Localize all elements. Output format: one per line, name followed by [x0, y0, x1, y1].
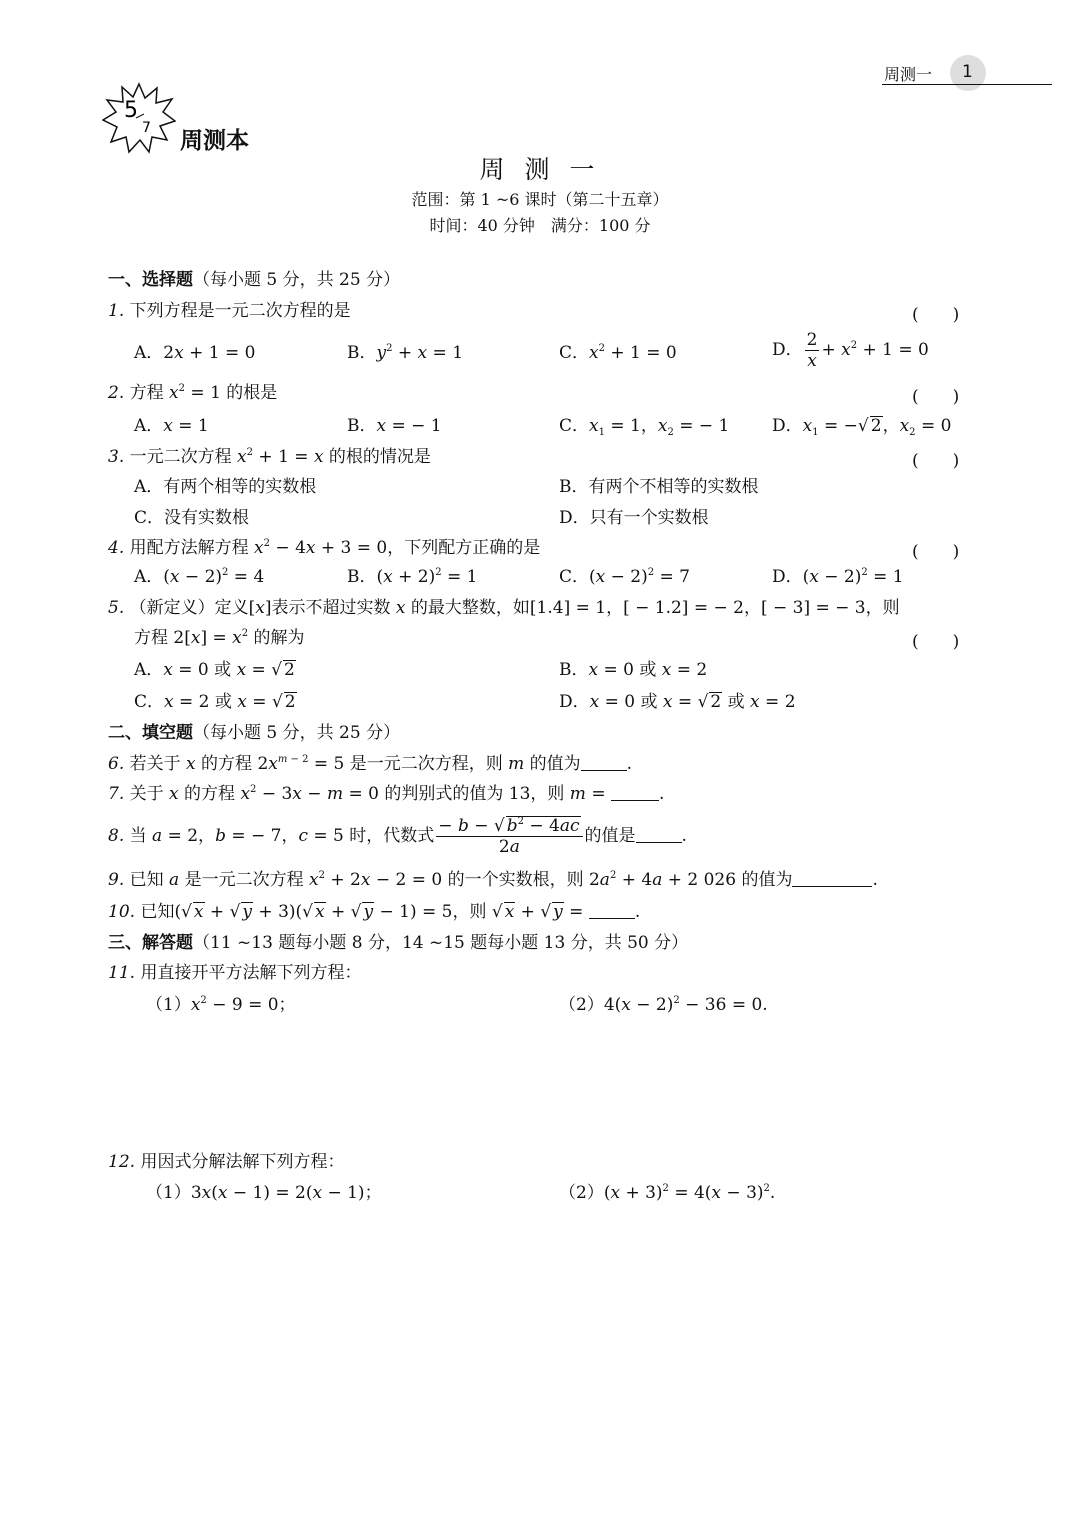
- q4-option-d: D．$(x - 2)^2 = 1$: [772, 567, 904, 587]
- q2-option-a: A．x = 1: [134, 416, 209, 436]
- q1-stem: [108, 300, 351, 322]
- q10-answer-blank[interactable]: [589, 902, 635, 919]
- q1-option-b: B．$y^2 + x = 1$: [347, 343, 464, 363]
- q5-option-b: B．x = 0 或 x = 2: [559, 660, 708, 680]
- q10-number: 10.: [108, 902, 136, 922]
- q7-number: 7.: [108, 784, 125, 804]
- q5-stem-line1: 5. （新定义）定义[x]表示不超过实数 x 的最大整数，如[1.4] = 1，[ − 1.2] = − 2，[ − 3] = − 3，则: [108, 598, 900, 618]
- q12-part1: （1）3x(x − 1) = 2(x − 1)；: [146, 1183, 382, 1203]
- q7-answer-blank[interactable]: [611, 784, 659, 801]
- q11-part1: $(1)x^2 - 9 = 0$；: [146, 995, 296, 1015]
- page-number: 1: [962, 62, 973, 82]
- q6: 6. 若关于 x 的方程 $2x^{m - 2} = 5$ 是一元二次方程，则 m 的值为 .: [108, 754, 633, 774]
- header-rule: [882, 84, 1052, 85]
- section-1-header: [108, 269, 400, 291]
- q9: 9. 已知 a 是一元二次方程 $x^2 + 2x - 2 = 0$ 的一个实数根，则 $2a^2 + 4a + 2$ 026 的值为 .: [108, 870, 878, 890]
- time-line: 时间：40 分钟 满分：100 分: [429, 216, 651, 235]
- header-label: 周测一: [884, 65, 933, 84]
- q5-option-c: C．x = 2 或 x = √ 2: [134, 692, 296, 712]
- q4-option-c: C．$(x - 2)^2 = 7$: [559, 567, 690, 587]
- q11-part2: $(2)4(x - 2)^2 - 36 = 0$.: [559, 995, 768, 1015]
- q7: 7. 关于 x 的方程 $x^2 - 3x - m = 0$ 的判别式的值为 13，则 m = .: [108, 784, 665, 804]
- q1-option-a: A．2x + 1 = 0: [134, 343, 256, 363]
- q6-answer-blank[interactable]: [581, 754, 627, 771]
- section-1-title: 一、选择题: [108, 270, 193, 290]
- q12-text: 用因式分解法解下列方程：: [140, 1152, 345, 1172]
- q2-stem: 2. 方程 $x^2 = 1$ 的根是: [108, 383, 278, 403]
- page-title: 周 测 一: [479, 155, 601, 184]
- q1-text: 下列方程是一元二次方程的是: [129, 301, 351, 321]
- q11-stem: [108, 962, 361, 984]
- svg-text:5: 5: [124, 98, 138, 123]
- q4-option-a: A．$(x - 2)^2 = 4$: [134, 567, 265, 587]
- q4-stem: 4. 用配方法解方程 $x^2 - 4x + 3 = 0$，下列配方正确的是: [108, 538, 541, 558]
- q2-option-c: C．$x_1 = 1$，$x_2$ = − 1: [559, 416, 730, 438]
- q1-option-c: C．$x^2 + 1 = 0$: [559, 343, 677, 363]
- q5-stem-line2: 方程 $2[x] = x^2$ 的解为: [134, 628, 305, 648]
- q2-option-d: D．$x_1$ = −√ 2，$x_2 = 0$: [772, 416, 952, 438]
- q1-option-d: D． $\frac{2}{x}$ + $x^2 + 1 = 0$: [772, 330, 929, 371]
- q3-option-d: D．只有一个实数根: [559, 508, 709, 528]
- q8-number: 8.: [108, 826, 125, 846]
- q5-option-a: A．x = 0 或 x = √ 2: [134, 660, 295, 680]
- q5-option-d: D．x = 0 或 x = √ 2 或 x = 2: [559, 692, 796, 712]
- section-2-note: （每小题 5 分，共 25 分）: [193, 723, 401, 743]
- section-2-title: 二、填空题: [108, 723, 193, 743]
- logo-starburst-icon: [102, 82, 176, 154]
- q1-number: 1.: [108, 301, 125, 321]
- q4-answer-paren: ( ): [912, 542, 960, 562]
- q3-answer-paren: ( ): [912, 451, 960, 471]
- q3-option-c: C．没有实数根: [134, 508, 250, 528]
- logo-title: 周测本: [180, 128, 249, 154]
- q6-number: 6.: [108, 754, 125, 774]
- q2-option-b: B．x = − 1: [347, 416, 442, 436]
- q2-answer-paren: ( ): [912, 387, 960, 407]
- section-3-title: 三、解答题: [108, 933, 193, 953]
- section-1-note: （每小题 5 分，共 25 分）: [193, 270, 401, 290]
- scope-line: 范围：第 1 ~6 课时（第二十五章）: [411, 190, 669, 209]
- q12-stem: [108, 1151, 344, 1173]
- section-3-header: [108, 932, 688, 954]
- q5-answer-paren: ( ): [912, 632, 960, 652]
- q12-part2: $(2)(x + 3)^2 = 4(x - 3)^2$.: [559, 1183, 776, 1203]
- q11-text: 用直接开平方法解下列方程：: [140, 963, 362, 983]
- q4-number: 4.: [108, 538, 125, 558]
- svg-text:7: 7: [142, 120, 151, 136]
- q10: 10. 已知(√ x + √ y + 3)(√ x + √ y − 1) = 5，则 √ x + √ y = .: [108, 902, 641, 922]
- q3-number: 3.: [108, 447, 125, 467]
- q3-stem: 3. 一元二次方程 $x^2 + 1 = x$ 的根的情况是: [108, 447, 431, 467]
- q8: 8. 当 a = 2，b = − 7，c = 5 时，代数式 $\frac{- b - √ b^2 - 4ac}{2a}$ 的值是 .: [108, 816, 687, 857]
- q12-number: 12.: [108, 1152, 136, 1172]
- section-2-header: [108, 722, 400, 744]
- section-3-note: （11 ~13 题每小题 8 分，14 ~15 题每小题 13 分，共 50 分）: [193, 933, 689, 953]
- q4-option-b: B．$(x + 2)^2 = 1$: [347, 567, 478, 587]
- q9-number: 9.: [108, 870, 125, 890]
- q8-answer-blank[interactable]: [636, 826, 682, 843]
- q3-option-b: B．有两个不相等的实数根: [559, 477, 759, 497]
- q2-number: 2.: [108, 383, 125, 403]
- q9-answer-blank[interactable]: [792, 870, 872, 887]
- q5-number: 5.: [108, 598, 125, 618]
- q3-option-a: A．有两个相等的实数根: [134, 477, 317, 497]
- q11-number: 11.: [108, 963, 136, 983]
- q1-answer-paren: ( ): [912, 305, 960, 325]
